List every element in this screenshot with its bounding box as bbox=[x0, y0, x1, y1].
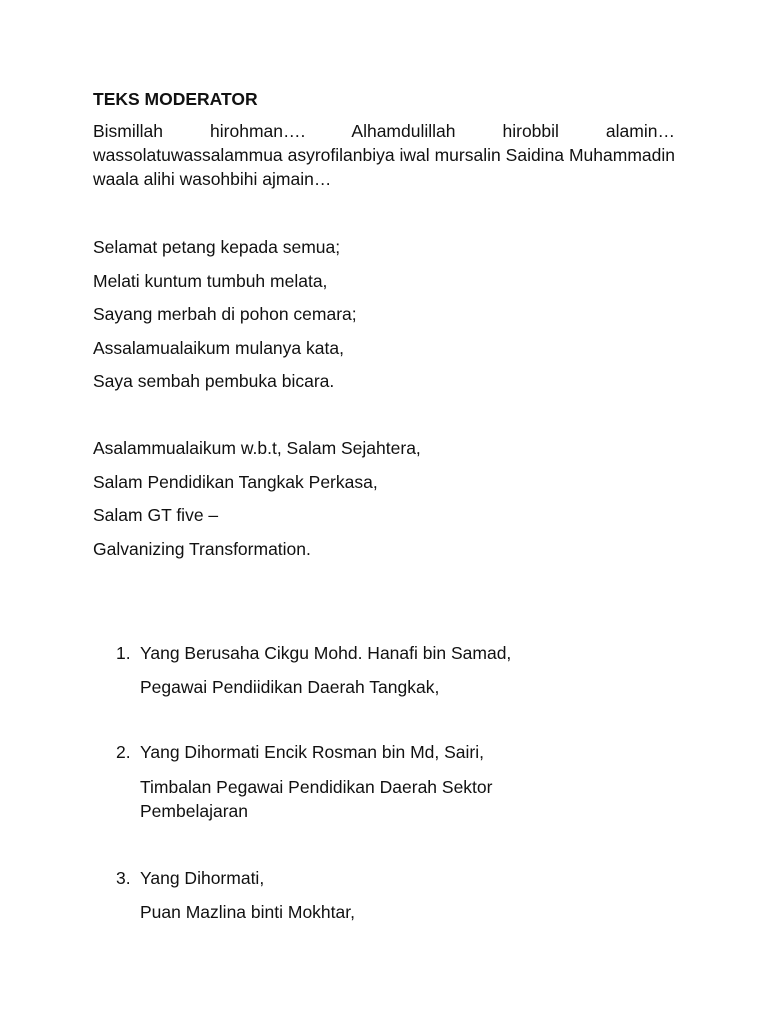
guest-number: 2. bbox=[116, 742, 131, 762]
guest-number: 3. bbox=[116, 868, 131, 888]
guest-position: Puan Mazlina binti Mokhtar, bbox=[140, 902, 355, 922]
verse-line: Sayang merbah di pohon cemara; bbox=[93, 304, 357, 324]
intro-paragraph: Bismillah hirohman…. Alhamdulillah hirobbil alamin… wassolatuwassalammua asyrofilanbiya iwal mursalin Saidina Muhammadin waala alihi wasohbihi ajmain… bbox=[93, 121, 675, 189]
guest-name: Yang Dihormati, bbox=[140, 868, 265, 888]
verse-line: Assalamualaikum mulanya kata, bbox=[93, 337, 344, 358]
verse-line: Selamat petang kepada semua; bbox=[93, 237, 341, 257]
guest-position: Pegawai Pendiidikan Daerah Tangkak, bbox=[140, 677, 440, 697]
greeting-line: Salam Pendidikan Tangkak Perkasa, bbox=[93, 471, 378, 492]
opening-verse bbox=[93, 235, 357, 403]
greetings-block bbox=[93, 436, 421, 570]
greeting-line: Asalammualaikum w.b.t, Salam Sejahtera, bbox=[93, 438, 421, 458]
guest-position: Timbalan Pegawai Pendidikan Daerah Sektor Pembelajaran bbox=[140, 777, 493, 821]
guest-number: 1. bbox=[116, 643, 131, 663]
greeting-line: Galvanizing Transformation. bbox=[93, 538, 311, 559]
greeting-line: Salam GT five – bbox=[93, 505, 219, 525]
verse-line: Saya sembah pembuka bicara. bbox=[93, 371, 335, 391]
guest-name: Yang Dihormati Encik Rosman bin Md, Sairi, bbox=[140, 742, 484, 762]
guest-name: Yang Berusaha Cikgu Mohd. Hanafi bin Samad, bbox=[140, 643, 512, 663]
document-title: TEKS MODERATOR bbox=[93, 89, 258, 109]
verse-line: Melati kuntum tumbuh melata, bbox=[93, 270, 328, 291]
